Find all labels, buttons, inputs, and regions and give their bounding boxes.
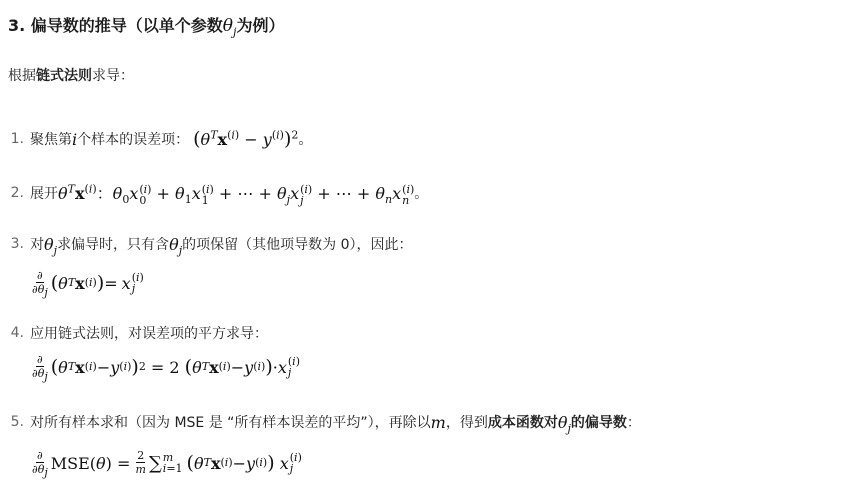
math-theta-j: $\theta_j$ bbox=[44, 234, 58, 257]
step-number: 4. bbox=[10, 325, 24, 341]
math-m: m bbox=[430, 412, 446, 432]
theta-j-symbol: $\theta_j$ bbox=[222, 16, 237, 39]
equation-3: $\frac{\partial}{\partial\theta_j}$ ( θ T x (i) ) = x (i) j bbox=[32, 269, 144, 300]
step-bold-text: 的偏导数 bbox=[570, 415, 627, 431]
intro-before: 根据 bbox=[8, 68, 36, 84]
step-text: ： bbox=[626, 415, 641, 431]
step-1 bbox=[10, 128, 312, 150]
step-text: 个样本的误差项： bbox=[77, 132, 190, 148]
step-4 bbox=[10, 323, 268, 343]
math-theta-j: $\theta_j$ bbox=[169, 234, 183, 257]
error-term-formula: $(\theta^Tx^{(i)} - y^{(i)})^2$ bbox=[193, 128, 299, 150]
step-text: 对 bbox=[30, 237, 44, 253]
math-i: i bbox=[72, 129, 78, 149]
step-text: 聚焦第 bbox=[30, 132, 72, 148]
step-text: 的项保留（其他项导数为 0），因此： bbox=[182, 237, 413, 253]
step-number: 3. bbox=[10, 236, 24, 252]
step-number: 2. bbox=[10, 185, 24, 202]
step-text: ，得到 bbox=[445, 415, 488, 431]
step-3 bbox=[10, 234, 413, 257]
step-2 bbox=[10, 181, 428, 206]
section-heading bbox=[8, 13, 285, 39]
step-5 bbox=[10, 412, 641, 435]
step-text: 应用链式法则，对误差项的平方求导： bbox=[30, 326, 268, 342]
step-number: 5. bbox=[10, 414, 24, 430]
step-text: 。 bbox=[298, 132, 313, 148]
expansion-formula: $\theta^Tx^{(i)}$：$\theta_0x$ (i) 0 + $\theta_1x$ (i) 1 + ⋯ + $\theta_jx$ (i) j + ⋯ + $\theta_nx$ (i) n bbox=[58, 182, 415, 207]
equation-5: $\frac{\partial}{\partial\theta_j}$ MSE ( θ ) = $\frac{2}{m}$ ∑ m i=1 ( θ T x (i) − y (i) ) x (i) j bbox=[32, 449, 302, 480]
mse-label: MSE bbox=[50, 453, 90, 473]
heading-suffix: 为例） bbox=[236, 16, 285, 35]
step-text: 对所有样本求和（因为 MSE 是 “所有样本误差的平均”），再除以 bbox=[30, 415, 431, 431]
step-text: 。 bbox=[414, 186, 429, 203]
step-number: 1. bbox=[10, 131, 24, 147]
step-bold-text: 成本函数对 bbox=[487, 415, 558, 431]
intro-bold-chain-rule: 链式法则 bbox=[36, 68, 92, 84]
intro-line bbox=[8, 65, 134, 85]
intro-after: 求导： bbox=[92, 68, 134, 84]
equation-4: $\frac{\partial}{\partial\theta_j}$ ( θ T x (i) − y (i) ) 2 = 2 ( θ T x (i) − y (i) ) · x (i) j bbox=[32, 353, 300, 384]
heading-prefix: 3. 偏导数的推导（以单个参数 bbox=[8, 16, 223, 35]
math-theta-j: $\theta_j$ bbox=[557, 412, 571, 435]
step-text: 求偏导时，只有含 bbox=[57, 237, 170, 253]
step-text: 展开 bbox=[30, 186, 58, 203]
